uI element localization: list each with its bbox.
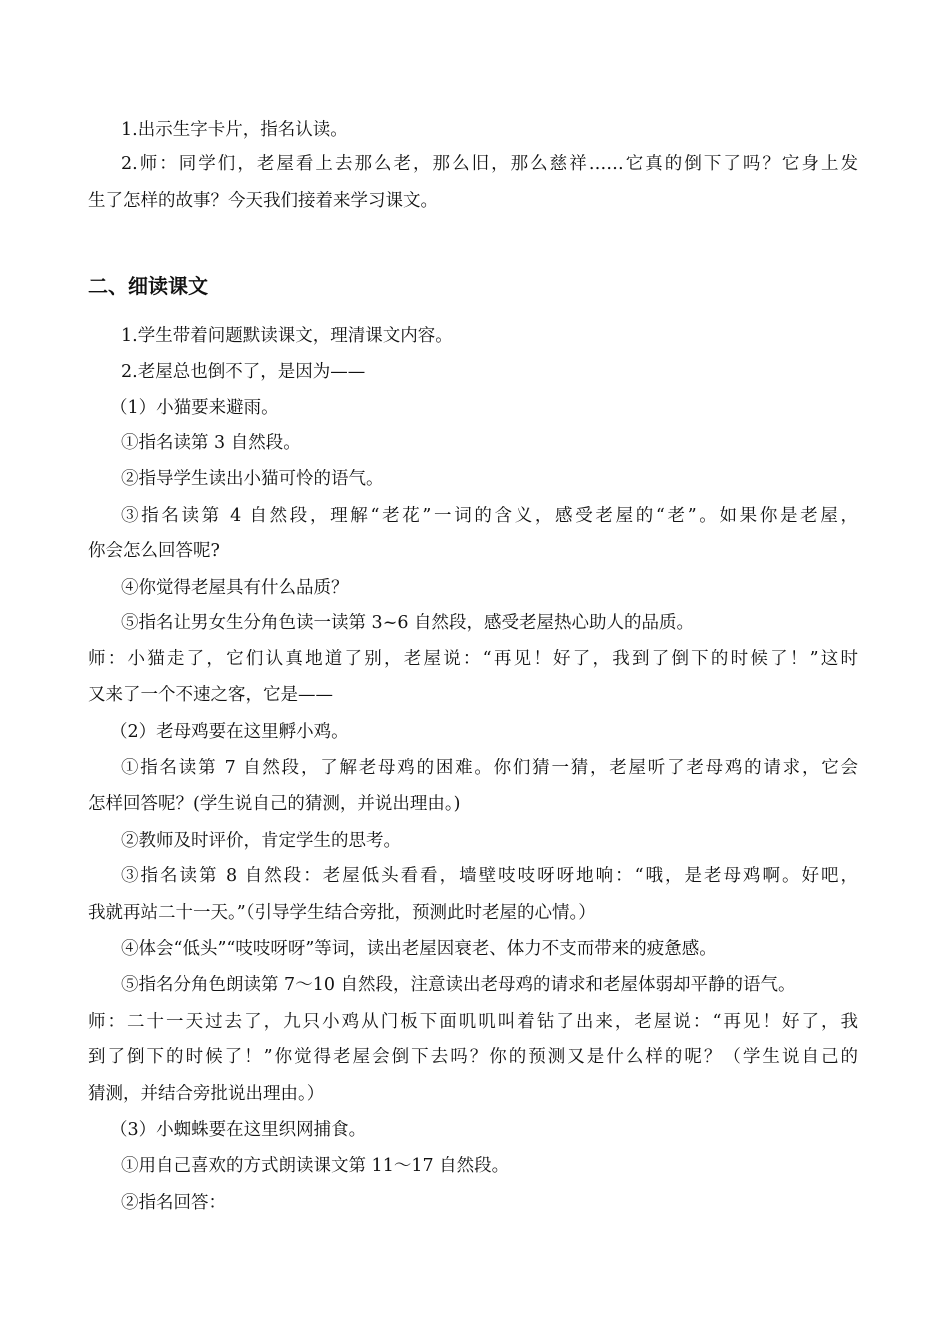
paragraph-line: ①指名读第 3 自然段。: [121, 433, 301, 453]
paragraph-line: ③指名读第 8 自然段：老屋低头看看，墙壁吱吱呀呀地响：“哦，是老母鸡啊。好吧，: [121, 866, 858, 886]
paragraph-line: （3）小蜘蛛要在这里织网捕食。: [110, 1120, 367, 1140]
paragraph-line: （2）老母鸡要在这里孵小鸡。: [110, 722, 349, 742]
paragraph-line: ②指名回答：: [121, 1193, 226, 1213]
paragraph-line: 猜测，并结合旁批说出理由。）: [88, 1084, 325, 1104]
paragraph-line: 2.老屋总也倒不了，是因为——: [121, 362, 366, 382]
paragraph-line: ①指名读第 7 自然段，了解老母鸡的困难。你们猜一猜，老屋听了老母鸡的请求，它会: [121, 758, 858, 778]
paragraph-line: 我就再站二十一天。”（引导学生结合旁批，预测此时老屋的心情。）: [88, 903, 596, 923]
paragraph-line: ⑤指名让男女生分角色读一读第 3~6 自然段，感受老屋热心助人的品质。: [121, 613, 695, 633]
paragraph-line: 你会怎么回答呢?: [88, 541, 220, 561]
paragraph-line: 又来了一个不速之客，它是——: [88, 685, 333, 705]
paragraph-line: ④体会“低头”“吱吱呀呀”等词，读出老屋因衰老、体力不支而带来的疲惫感。: [121, 939, 717, 959]
section-heading: 二、细读课文: [88, 274, 208, 298]
paragraph-line: ②教师及时评价，肯定学生的思考。: [121, 831, 401, 851]
paragraph-line: 到了倒下的时候了！”你觉得老屋会倒下去吗？你的预测又是什么样的呢？（学生说自己的: [88, 1047, 858, 1067]
paragraph-line: ②指导学生读出小猫可怜的语气。: [121, 469, 384, 489]
paragraph-line: ④你觉得老屋具有什么品质？: [121, 578, 349, 598]
paragraph-line: ①用自己喜欢的方式朗读课文第 11～17 自然段。: [121, 1156, 510, 1176]
paragraph-line: 1.学生带着问题默读课文，理清课文内容。: [121, 326, 453, 346]
paragraph-line: 1.出示生字卡片，指名认读。: [121, 120, 348, 140]
paragraph-line: （1）小猫要来避雨。: [110, 398, 279, 418]
paragraph-line: 2.师：同学们，老屋看上去那么老，那么旧，那么慈祥……它真的倒下了吗？它身上发: [121, 154, 858, 174]
paragraph-line: 怎样回答呢？(学生说自己的猜测，并说出理由。): [88, 794, 461, 814]
paragraph-line: 生了怎样的故事？今天我们接着来学习课文。: [88, 191, 438, 211]
paragraph-line: 师：二十一天过去了，九只小鸡从门板下面叽叽叫着钻了出来，老屋说：“再见！好了，我: [88, 1012, 858, 1032]
paragraph-line: 师：小猫走了，它们认真地道了别，老屋说：“再见！好了，我到了倒下的时候了！”这时: [88, 649, 858, 669]
paragraph-line: ③指名读第 4 自然段，理解“老花”一词的含义，感受老屋的“老”。如果你是老屋，: [121, 506, 858, 526]
paragraph-line: ⑤指名分角色朗读第 7～10 自然段，注意读出老母鸡的请求和老屋体弱却平静的语气。: [121, 975, 796, 995]
